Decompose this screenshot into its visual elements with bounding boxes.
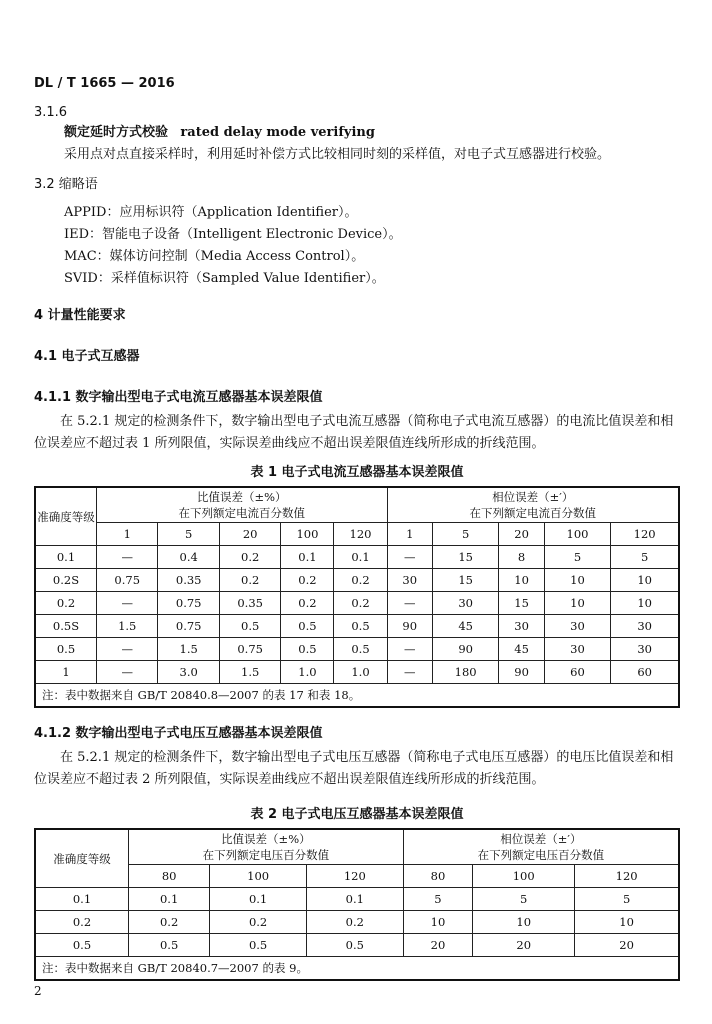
phase-error-cell: 30	[499, 615, 544, 638]
pct-cell: 80	[403, 865, 473, 888]
table-2-note: 注：表中数据来自 GB/T 20840.7—2007 的表 9。	[35, 957, 679, 981]
phase-error-cell: 10	[611, 592, 679, 615]
document-body	[34, 98, 680, 981]
section-3-2-heading: 3.2 缩略语	[34, 177, 98, 192]
pct-cell: 20	[219, 523, 280, 546]
phase-error-cell: 5	[473, 888, 575, 911]
ratio-error-cell: 0.35	[158, 569, 219, 592]
table-1-phase-header	[387, 487, 679, 523]
ratio-error-cell: 0.2	[334, 569, 387, 592]
accuracy-class-cell: 0.5	[35, 934, 129, 957]
table-2-phase-header	[403, 829, 679, 865]
ratio-error-cell: 0.5	[281, 615, 334, 638]
table-1-pct-row	[35, 523, 679, 546]
table-row	[35, 615, 679, 638]
ratio-error-cell: 3.0	[158, 661, 219, 684]
pct-cell: 100	[544, 523, 611, 546]
accuracy-class-cell: 0.5S	[35, 615, 97, 638]
pct-cell: 100	[473, 865, 575, 888]
table-row	[35, 661, 679, 684]
phase-error-cell: 30	[611, 638, 679, 661]
phase-error-cell: —	[387, 592, 432, 615]
ratio-error-cell: 0.75	[219, 638, 280, 661]
phase-error-cell: 90	[499, 661, 544, 684]
ratio-error-cell: 0.2	[219, 546, 280, 569]
ratio-error-cell: —	[97, 638, 158, 661]
phase-error-cell: 10	[499, 569, 544, 592]
ratio-error-cell: 1.5	[158, 638, 219, 661]
accuracy-class-cell: 0.5	[35, 638, 97, 661]
phase-error-cell: 20	[403, 934, 473, 957]
phase-error-cell: 90	[432, 638, 499, 661]
section-3-1-6-term	[34, 122, 680, 144]
phase-error-cell: 10	[473, 911, 575, 934]
ratio-header-line-1: 比值误差（±%）	[221, 832, 311, 846]
section-4-1-2-paragraph: 在 5.2.1 规定的检测条件下，数字输出型电子式电压互感器（简称电子式电压互感器）的电压比值误差和相位误差应不超过表 2 所列限值，实际误差曲线应不超出误差限值连线所形成的折线范围。	[34, 750, 674, 787]
table-2-body	[35, 888, 679, 957]
ratio-error-cell: 0.35	[219, 592, 280, 615]
ratio-error-cell: 0.1	[334, 546, 387, 569]
ratio-error-cell: —	[97, 546, 158, 569]
ratio-error-cell: 0.5	[334, 615, 387, 638]
abbreviation-item: SVID：采样值标识符（Sampled Value Identifier）。	[64, 271, 385, 286]
table-row	[35, 546, 679, 569]
table-1	[34, 486, 680, 708]
ratio-header-line-1: 比值误差（±%）	[197, 490, 287, 504]
accuracy-class-cell: 0.1	[35, 888, 129, 911]
ratio-error-cell: 0.5	[129, 934, 210, 957]
pct-cell: 120	[334, 523, 387, 546]
phase-error-cell: 90	[387, 615, 432, 638]
table-2-caption: 表 2 电子式电压互感器基本误差限值	[250, 807, 464, 822]
phase-error-cell: —	[387, 638, 432, 661]
ratio-error-cell: 0.1	[306, 888, 403, 911]
ratio-error-cell: 1.0	[281, 661, 334, 684]
accuracy-class-cell: 0.1	[35, 546, 97, 569]
abbreviation-item: MAC：媒体访问控制（Media Access Control）。	[64, 249, 365, 264]
ratio-error-cell: 0.5	[334, 638, 387, 661]
ratio-error-cell: 0.75	[158, 592, 219, 615]
table-2-class-header: 准确度等级	[35, 829, 129, 888]
table-row	[35, 911, 679, 934]
table-1-note: 注：表中数据来自 GB/T 20840.8—2007 的表 17 和表 18。	[35, 684, 679, 708]
table-row	[35, 888, 679, 911]
table-1-class-header: 准确度等级	[35, 487, 97, 546]
phase-error-cell: 5	[544, 546, 611, 569]
pct-cell: 20	[499, 523, 544, 546]
pct-cell: 100	[281, 523, 334, 546]
phase-error-cell: —	[387, 661, 432, 684]
table-2-ratio-header	[129, 829, 404, 865]
phase-error-cell: 20	[473, 934, 575, 957]
pct-cell: 100	[210, 865, 307, 888]
phase-error-cell: 45	[432, 615, 499, 638]
ratio-error-cell: 0.1	[129, 888, 210, 911]
pct-cell: 120	[611, 523, 679, 546]
phase-error-cell: 30	[387, 569, 432, 592]
table-1-ratio-header	[97, 487, 388, 523]
phase-error-cell: 8	[499, 546, 544, 569]
phase-error-cell: 180	[432, 661, 499, 684]
abbreviation-item: IED：智能电子设备（Intelligent Electronic Device）。	[64, 227, 402, 242]
phase-error-cell: —	[387, 546, 432, 569]
section-3-1-6-number: 3.1.6	[34, 105, 68, 120]
table-1-caption: 表 1 电子式电流互感器基本误差限值	[250, 465, 464, 480]
phase-header-line-2: 在下列额定电压百分数值	[477, 848, 605, 862]
ratio-error-cell: 0.2	[306, 911, 403, 934]
ratio-error-cell: 0.2	[334, 592, 387, 615]
ratio-error-cell: 0.2	[281, 569, 334, 592]
ratio-error-cell: 0.2	[210, 911, 307, 934]
phase-error-cell: 10	[544, 592, 611, 615]
pct-cell: 5	[158, 523, 219, 546]
phase-error-cell: 5	[575, 888, 679, 911]
ratio-error-cell: 1.5	[219, 661, 280, 684]
ratio-error-cell: 1.5	[97, 615, 158, 638]
pct-cell: 80	[129, 865, 210, 888]
table-row	[35, 934, 679, 957]
ratio-error-cell: —	[97, 661, 158, 684]
table-row	[35, 638, 679, 661]
term-definition: 采用点对点直接采样时，利用延时补偿方式比较相同时刻的采样值，对电子式互感器进行校验。	[64, 147, 611, 162]
table-row	[35, 592, 679, 615]
table-1-body	[35, 546, 679, 684]
phase-error-cell: 10	[544, 569, 611, 592]
phase-header-line-1: 相位误差（±′）	[492, 490, 574, 504]
ratio-error-cell: 0.5	[281, 638, 334, 661]
pct-cell: 5	[432, 523, 499, 546]
phase-error-cell: 10	[575, 911, 679, 934]
accuracy-class-cell: 1	[35, 661, 97, 684]
ratio-error-cell: 0.5	[306, 934, 403, 957]
table-2-pct-row	[35, 865, 679, 888]
ratio-error-cell: 0.75	[97, 569, 158, 592]
table-row	[35, 569, 679, 592]
ratio-error-cell: —	[97, 592, 158, 615]
phase-error-cell: 30	[544, 638, 611, 661]
phase-error-cell: 5	[611, 546, 679, 569]
pct-cell: 120	[575, 865, 679, 888]
table-2	[34, 828, 680, 981]
ratio-header-line-2: 在下列额定电压百分数值	[202, 848, 330, 862]
pct-cell: 120	[306, 865, 403, 888]
abbreviation-item: APPID：应用标识符（Application Identifier）。	[64, 205, 358, 220]
phase-error-cell: 30	[611, 615, 679, 638]
phase-error-cell: 45	[499, 638, 544, 661]
section-4-heading: 4 计量性能要求	[34, 308, 126, 323]
ratio-error-cell: 0.5	[210, 934, 307, 957]
phase-error-cell: 15	[432, 569, 499, 592]
phase-error-cell: 20	[575, 934, 679, 957]
phase-error-cell: 10	[611, 569, 679, 592]
ratio-error-cell: 1.0	[334, 661, 387, 684]
ratio-error-cell: 0.2	[281, 592, 334, 615]
abbreviation-list	[34, 202, 680, 290]
phase-error-cell: 15	[432, 546, 499, 569]
phase-error-cell: 60	[611, 661, 679, 684]
accuracy-class-cell: 0.2	[35, 911, 129, 934]
section-4-1-heading: 4.1 电子式互感器	[34, 349, 140, 364]
ratio-error-cell: 0.2	[129, 911, 210, 934]
accuracy-class-cell: 0.2S	[35, 569, 97, 592]
term-chinese: 额定延时方式校验	[64, 125, 169, 140]
section-4-1-1-paragraph: 在 5.2.1 规定的检测条件下，数字输出型电子式电流互感器（简称电子式电流互感器）的电流比值误差和相位误差应不超过表 1 所列限值，实际误差曲线应不超出误差限值连线所形成的折线范围。	[34, 414, 674, 451]
phase-error-cell: 30	[432, 592, 499, 615]
ratio-error-cell: 0.1	[210, 888, 307, 911]
phase-error-cell: 30	[544, 615, 611, 638]
section-4-1-1-heading: 4.1.1 数字输出型电子式电流互感器基本误差限值	[34, 390, 323, 405]
accuracy-class-cell: 0.2	[35, 592, 97, 615]
phase-header-line-2: 在下列额定电流百分数值	[469, 506, 597, 520]
phase-error-cell: 5	[403, 888, 473, 911]
ratio-error-cell: 0.5	[219, 615, 280, 638]
ratio-error-cell: 0.4	[158, 546, 219, 569]
phase-error-cell: 10	[403, 911, 473, 934]
ratio-header-line-2: 在下列额定电流百分数值	[178, 506, 306, 520]
pct-cell: 1	[97, 523, 158, 546]
phase-error-cell: 15	[499, 592, 544, 615]
phase-error-cell: 60	[544, 661, 611, 684]
phase-header-line-1: 相位误差（±′）	[500, 832, 582, 846]
ratio-error-cell: 0.75	[158, 615, 219, 638]
ratio-error-cell: 0.1	[281, 546, 334, 569]
page-number: 2	[34, 984, 42, 998]
document-id-header: DL / T 1665 — 2016	[34, 76, 175, 91]
pct-cell: 1	[387, 523, 432, 546]
term-english: rated delay mode verifying	[180, 125, 375, 140]
section-4-1-2-heading: 4.1.2 数字输出型电子式电压互感器基本误差限值	[34, 726, 323, 741]
ratio-error-cell: 0.2	[219, 569, 280, 592]
